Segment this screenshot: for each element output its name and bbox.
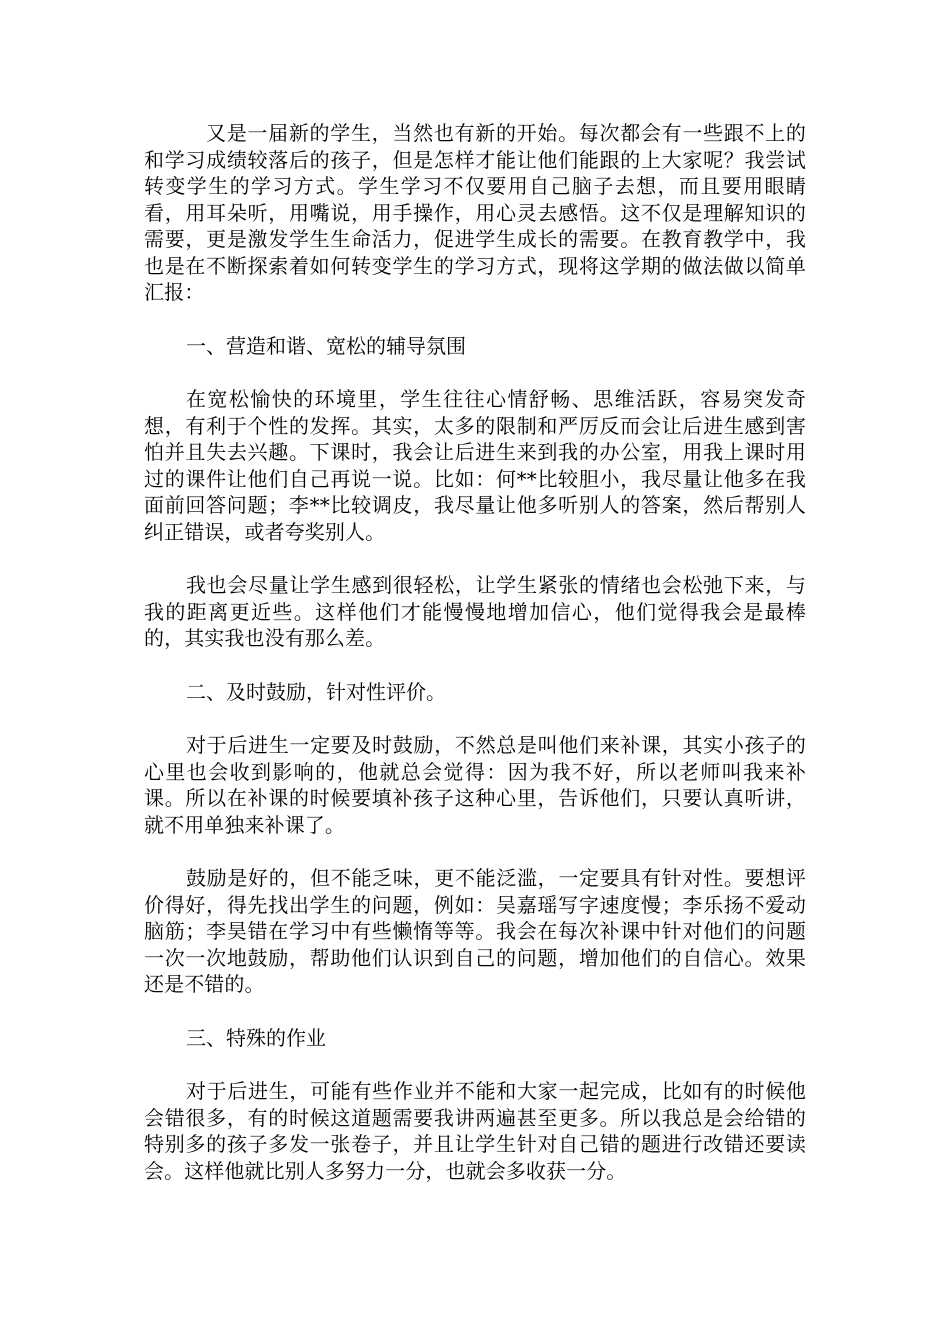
- section-heading-3: 三、特殊的作业: [186, 1025, 326, 1050]
- body-paragraph: 对于后进生一定要及时鼓励，不然总是叫他们来补课，其实小孩子的心里也会收到影响的，他就总会觉得：因为我不好，所以老师叫我来补课。所以在补课的时候要填补孩子这种心里，告诉他们，只要认真听讲，就不用单独来补课了。: [144, 733, 806, 837]
- body-paragraph: 对于后进生，可能有些作业并不能和大家一起完成，比如有的时候他会错很多，有的时候这道题需要我讲两遍甚至更多。所以我总是会给错的特别多的孩子多发一张卷子，并且让学生针对自己错的题进行改错还要读会。这样他就比别人多努力一分，也就会多收获一分。: [144, 1079, 806, 1183]
- document-body: [144, 120, 806, 1211]
- section-heading-2: 二、及时鼓励，针对性评价。: [186, 679, 446, 704]
- section-heading-1: 一、营造和谐、宽松的辅导氛围: [186, 333, 466, 358]
- body-paragraph: 我也会尽量让学生感到很轻松，让学生紧张的情绪也会松弛下来，与我的距离更近些。这样他们才能慢慢地增加信心，他们觉得我会是最棒的，其实我也没有那么差。: [144, 573, 806, 650]
- body-paragraph: 鼓励是好的，但不能乏味，更不能泛滥，一定要具有针对性。要想评价得好，得先找出学生的问题，例如：吴嘉瑶写字速度慢；李乐扬不爱动脑筋；李昊错在学习中有些懒惰等等。我会在每次补课中针对他们的问题一次一次地鼓励，帮助他们认识到自己的问题，增加他们的自信心。效果还是不错的。: [144, 866, 806, 996]
- body-paragraph: 在宽松愉快的环境里，学生往往心情舒畅、思维活跃，容易突发奇想，有利于个性的发挥。其实，太多的限制和严厉反而会让后进生感到害怕并且失去兴趣。下课时，我会让后进生来到我的办公室，用我上课时用过的课件让他们自己再说一说。比如：何**比较胆小，我尽量让他多在我面前回答问题；李**比较调皮，我尽量让他多听别人的答案，然后帮别人纠正错误，或者夸奖别人。: [144, 387, 806, 544]
- intro-paragraph: 又是一届新的学生，当然也有新的开始。每次都会有一些跟不上的和学习成绩较落后的孩子，但是怎样才能让他们能跟的上大家呢？我尝试转变学生的学习方式。学生学习不仅要用自己脑子去想，而且要用眼睛看，用耳朵听，用嘴说，用手操作，用心灵去感悟。这不仅是理解知识的需要，更是激发学生生命活力，促进学生成长的需要。在教育教学中，我也是在不断探索着如何转变学生的学习方式，现将这学期的做法做以简单汇报：: [144, 121, 806, 304]
